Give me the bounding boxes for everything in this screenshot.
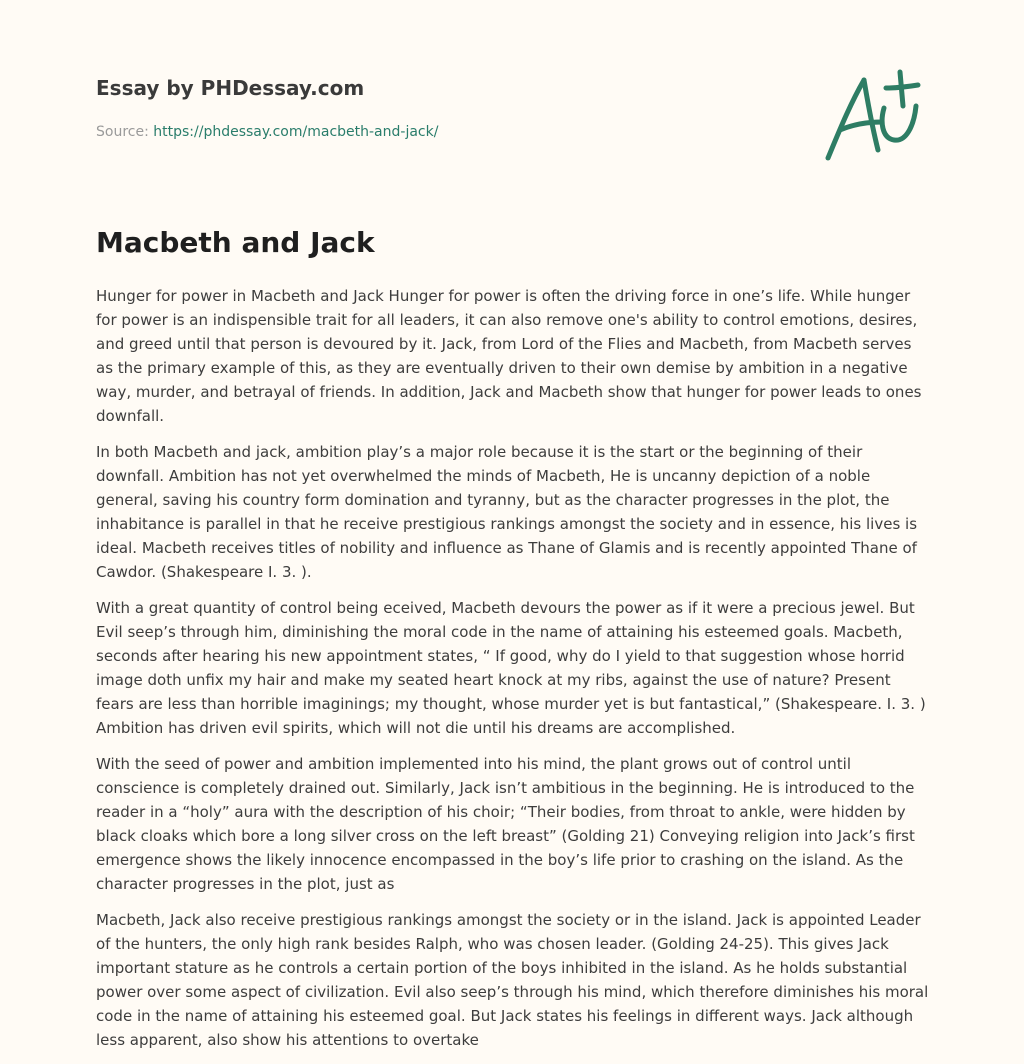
source-line (96, 124, 438, 140)
a-plus-logo-icon (820, 64, 932, 168)
site-title: Essay by PHDessay.com (96, 76, 365, 100)
essay-body (96, 284, 932, 1064)
paragraph: With the seed of power and ambition implemented into his mind, the plant grows out of control until conscience is completely drained out. Similarly, Jack isn’t ambitious in the beginning. He is introduced to the reader in a “holy” aura with the description of his choir; “Their bodies, from throat to ankle, were hidden by black cloaks which bore a long silver cross on the left breast” (Golding 21) Conveying religion into Jack’s first emergence shows the likely innocence encompassed in the boy’s life prior to crashing on the island. As the character progresses in the plot, just as (96, 755, 915, 893)
paragraph: With a great quantity of control being eceived, Macbeth devours the power as if it were a precious jewel. But Evil seep’s through him, diminishing the moral code in the name of attaining his esteemed goals. Macbeth, seconds after hearing his new appointment states, “ If good, why do I yield to that suggestion whose horrid image doth unfix my hair and make my seated heart knock at my ribs, against the use of nature? Present fears are less than horrible imaginings; my thought, whose murder yet is but fantastical,” (Shakespeare. I. 3. ) Ambition has driven evil spirits, which will not die until his dreams are accomplished. (96, 599, 926, 737)
source-link[interactable]: https://phdessay.com/macbeth-and-jack/ (153, 124, 439, 140)
paragraph: Hunger for power in Macbeth and Jack Hunger for power is often the driving force in one’s life. While hunger for power is an indispensible trait for all leaders, it can also remove one's ability to control emotions, desires, and greed until that person is devoured by it. Jack, from Lord of the Flies and Macbeth, from Macbeth serves as the primary example of this, as they are eventually driven to their own demise by ambition in a negative way, murder, and betrayal of friends. In addition, Jack and Macbeth show that hunger for power leads to ones downfall. (96, 287, 922, 425)
source-label: Source: (96, 124, 154, 140)
paragraph: In both Macbeth and jack, ambition play’s a major role because it is the start or the beginning of their downfall. Ambition has not yet overwhelmed the minds of Macbeth, He is uncanny depiction of a noble general, saving his country form domination and tyranny, but as the character progresses in the plot, the inhabitance is parallel in that he receive prestigious rankings amongst the society and in essence, his lives is ideal. Macbeth receives titles of nobility and influence as Thane of Glamis and is recently appointed Thane of Cawdor. (Shakespeare I. 3. ). (96, 443, 918, 581)
essay-title: Macbeth and Jack (96, 226, 375, 259)
paragraph: Macbeth, Jack also receive prestigious rankings amongst the society or in the island. Jack is appointed Leader of the hunters, the only high rank besides Ralph, who was chosen leader. (Golding 24-25). This gives Jack important stature as he controls a certain portion of the boys inhibited in the island. As he holds substantial power over some aspect of civilization. Evil also seep’s through his mind, which therefore diminishes his moral code in the name of attaining his esteemed goal. But Jack states his feelings in different ways. Jack although less apparent, also show his attentions to overtake (96, 911, 929, 1049)
